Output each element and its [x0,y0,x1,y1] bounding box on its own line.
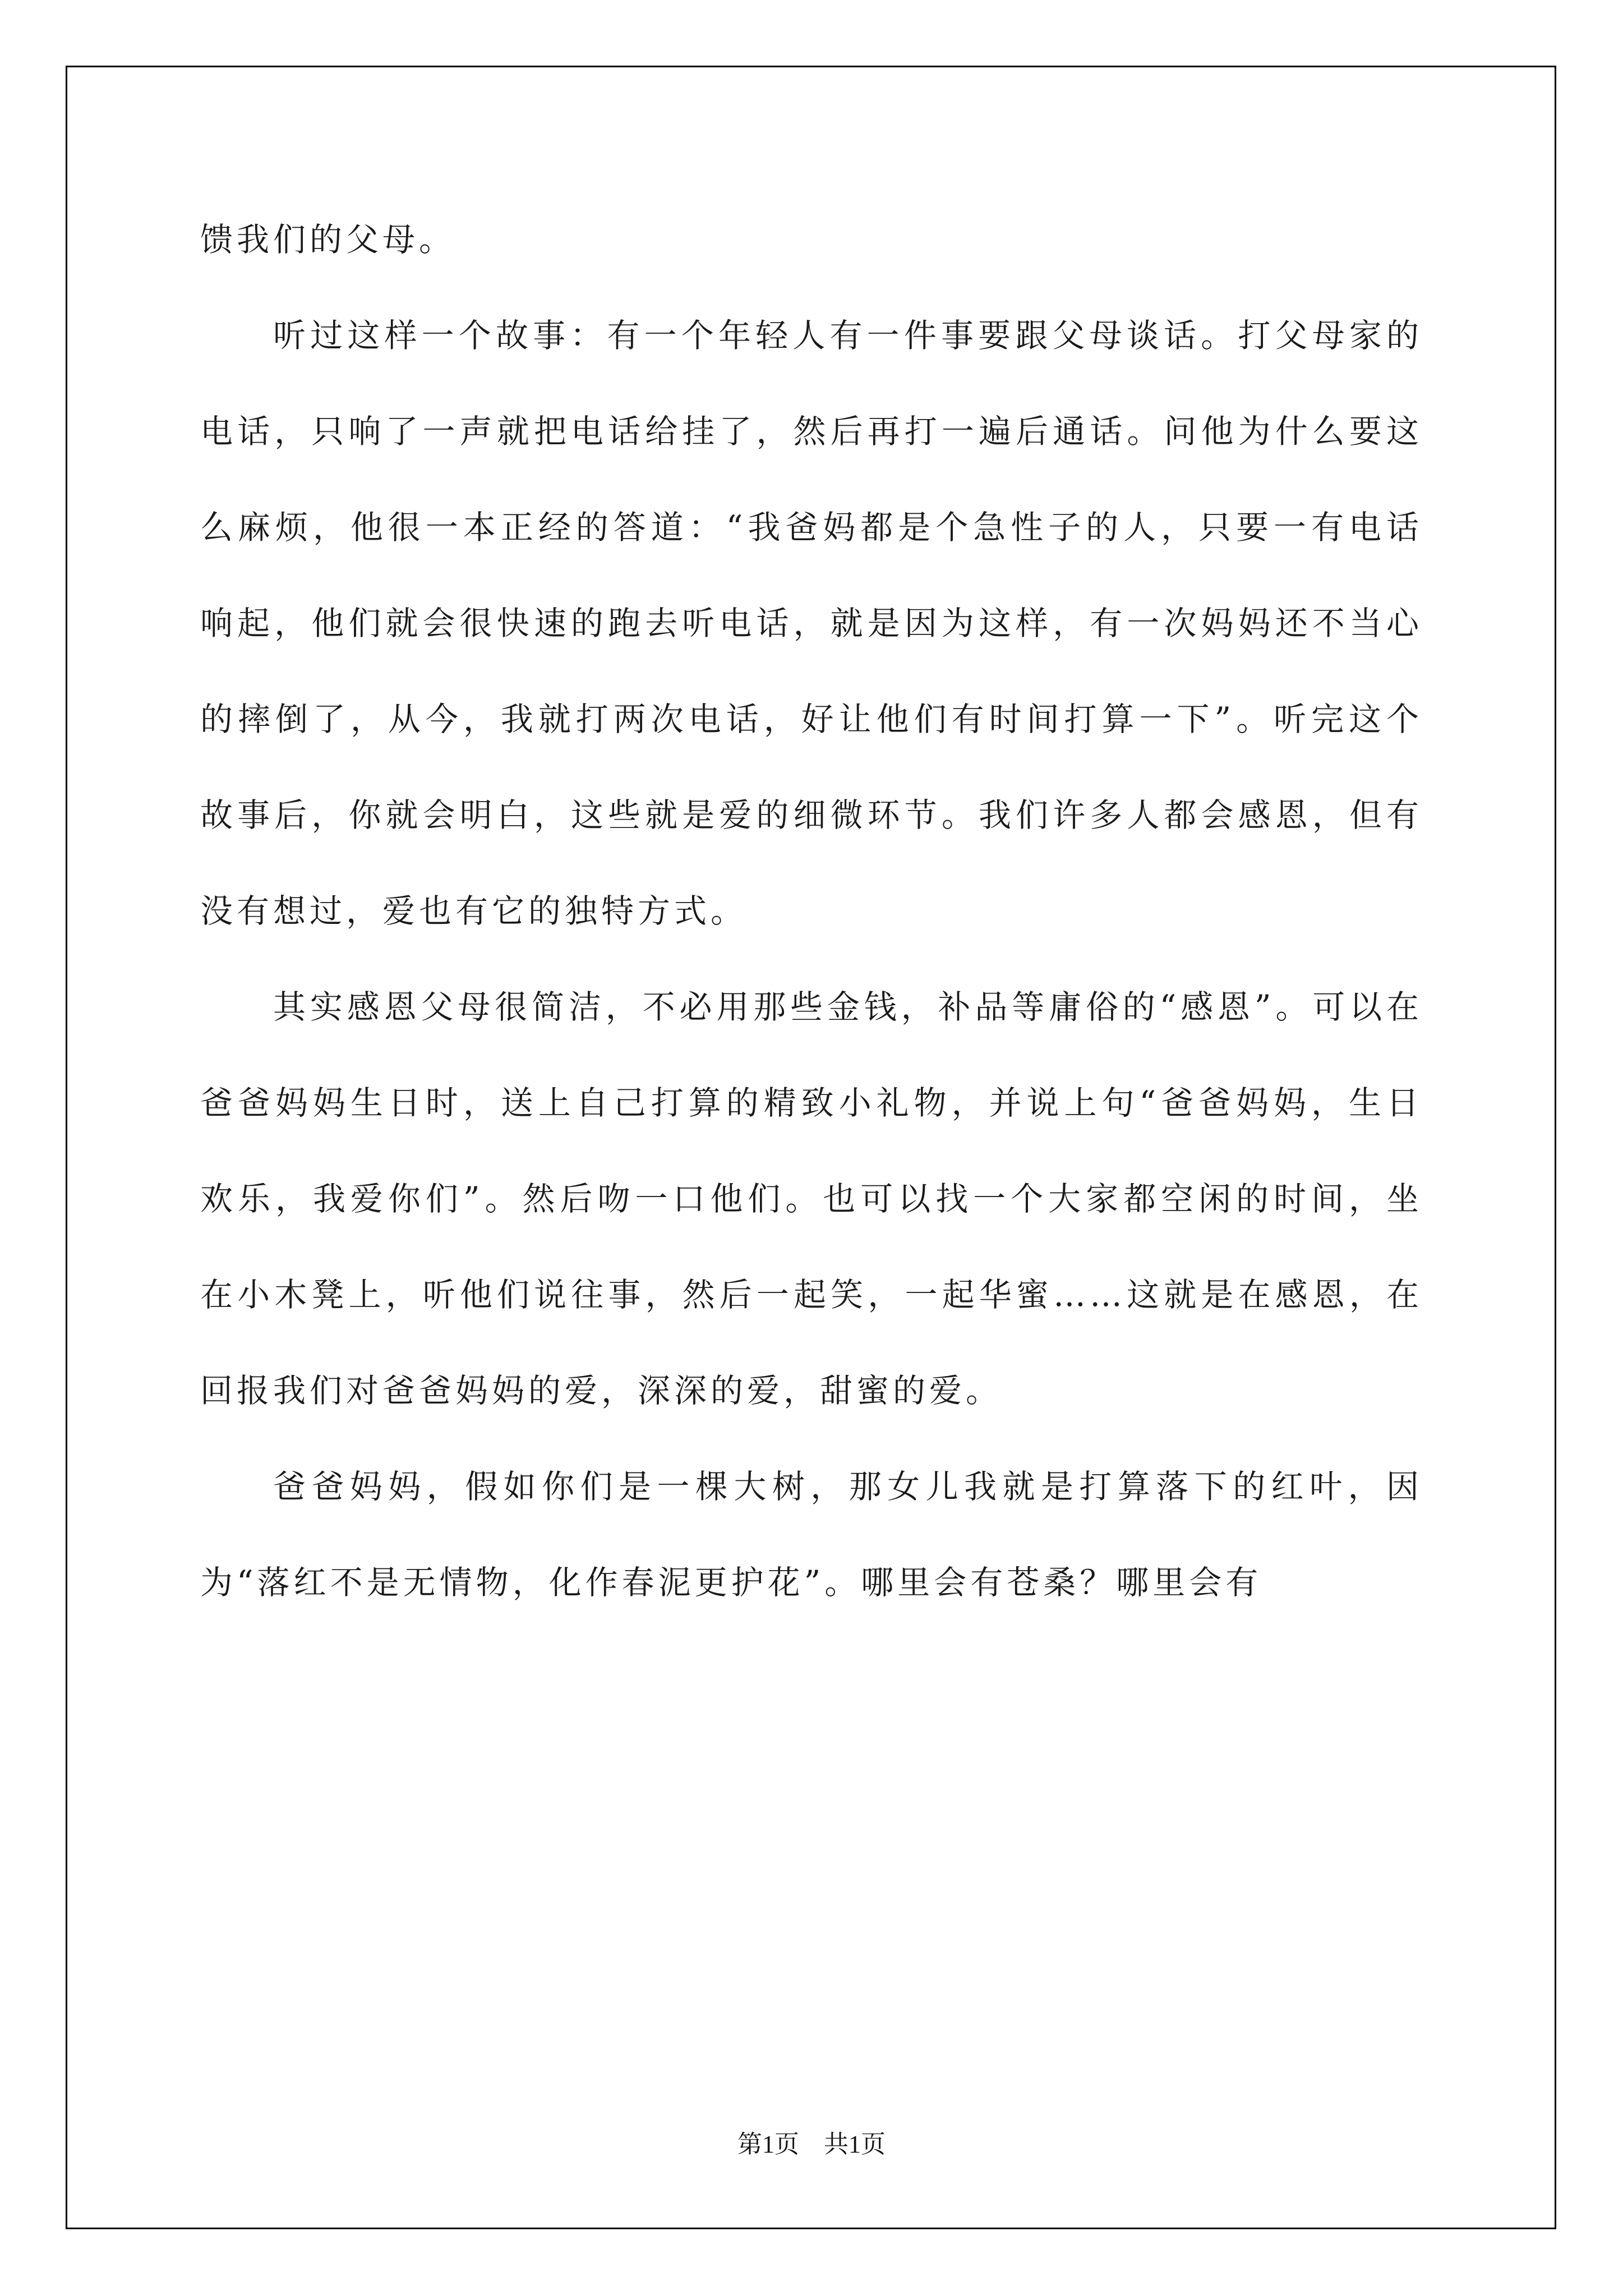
paragraph-1: 馈我们的父母。 [200,220,456,259]
paragraph-2: 听过这样一个故事：有一个年轻人有一件事要跟父母谈话。打父母家的电话，只响了一声就把电话给挂了，然后再打一遍后通话。问他为什么要这么麻烦，他很一本正经的答道：“我爸妈都是个急性子的人，只要一有电话响起，他们就会很快速的跑去听电话，就是因为这样，有一次妈妈还不当心的摔倒了，从今，我就打两次电话，好让他们有时间打算一下”。听完这个故事后，你就会明白，这些就是爱的细微环节。我们许多人都会感恩，但有没有想过，爱也有它的独特方式。 [200,316,1423,930]
page-total: 共1页 [824,2131,886,2158]
page-footer [0,2128,1623,2161]
page-number: 第1页 [737,2131,799,2158]
paragraph-4: 爸爸妈妈，假如你们是一棵大树，那女儿我就是打算落下的红叶，因为“落红不是无情物，化作春泥更护花”。哪里会有苍桑？哪里会有 [200,1467,1423,1602]
paragraph-3: 其实感恩父母很简洁，不必用那些金钱，补品等庸俗的“感恩”。可以在爸爸妈妈生日时，送上自己打算的精致小礼物，并说上句“爸爸妈妈，生日欢乐，我爱你们”。然后吻一口他们。也可以找一个大家都空闲的时间，坐在小木凳上，听他们说往事，然后一起笑，一起华蜜……这就是在感恩，在回报我们对爸爸妈妈的爱，深深的爱，甜蜜的爱。 [200,988,1423,1410]
document-body [200,192,1423,1631]
